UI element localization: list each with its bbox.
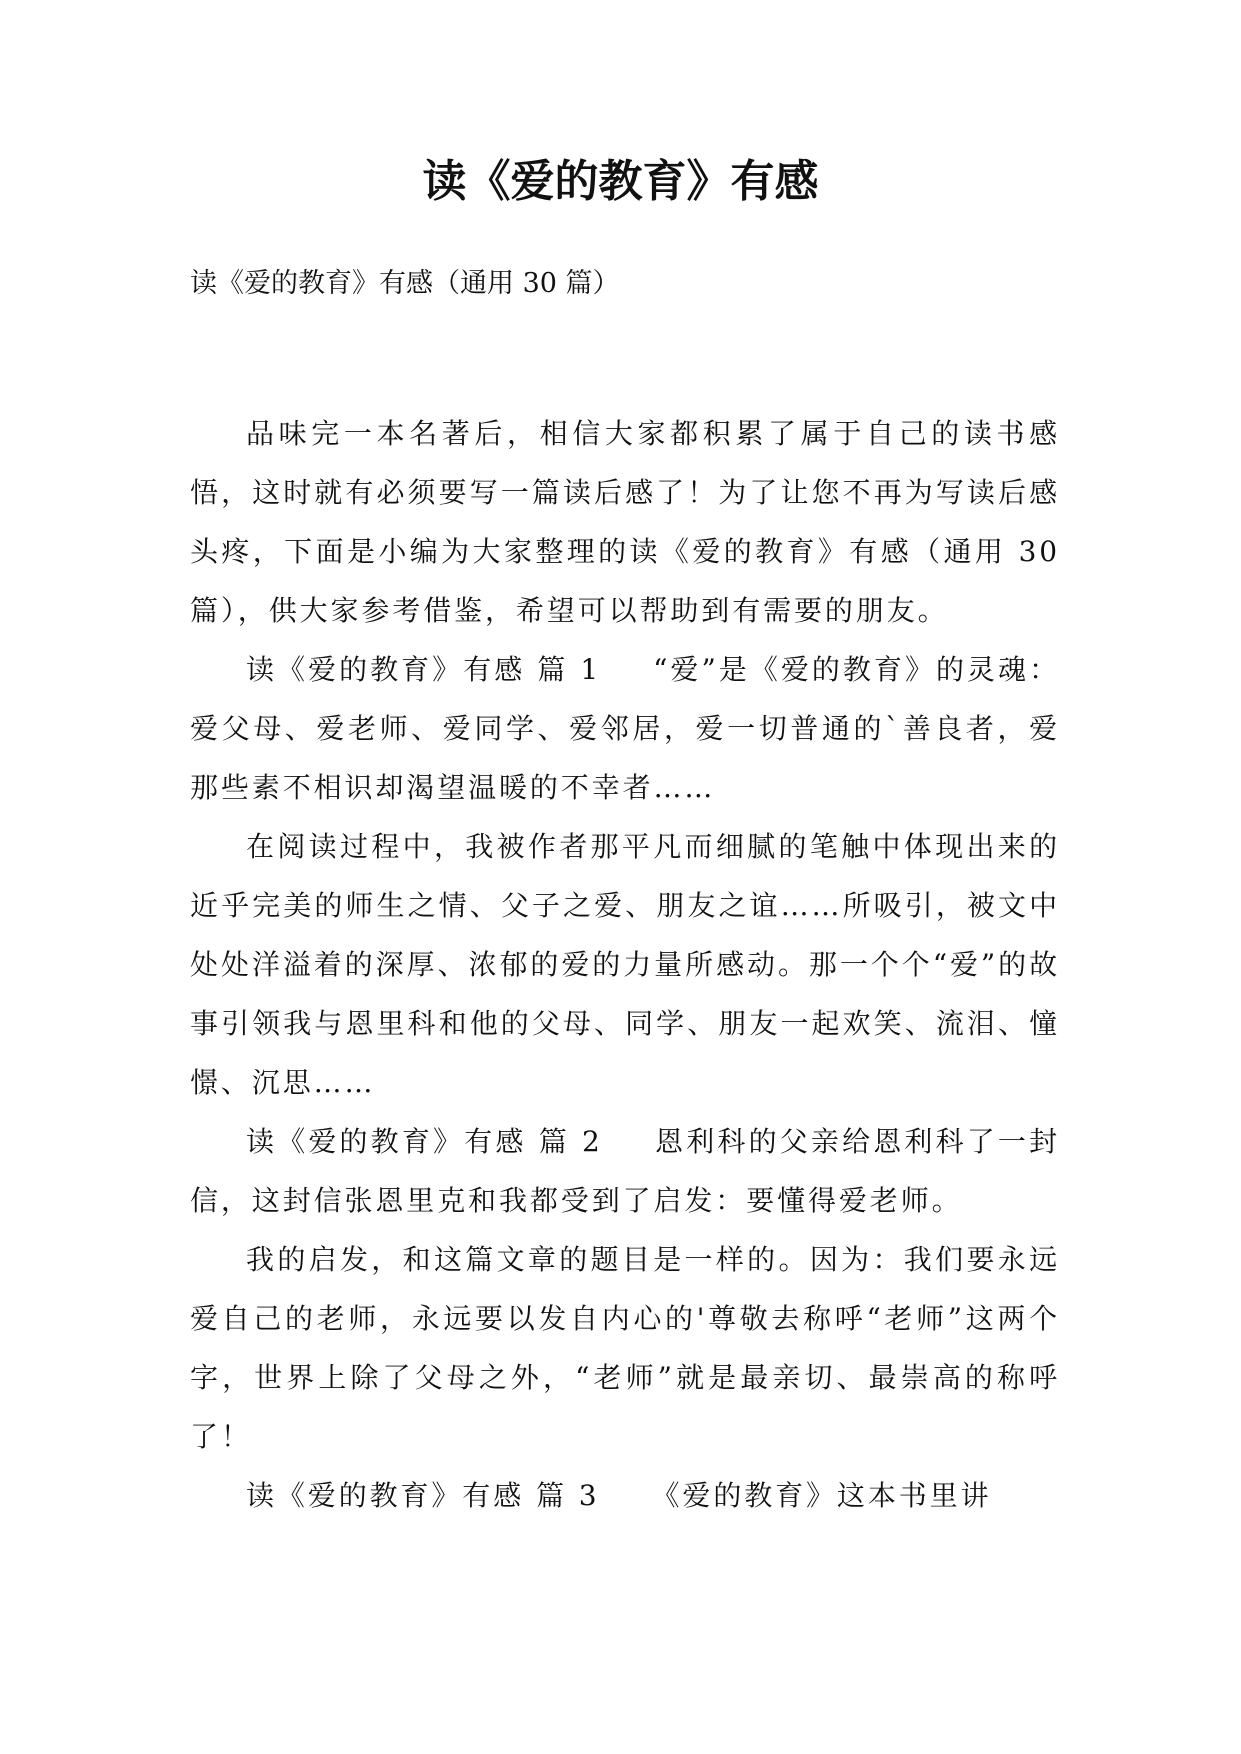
section-heading: 读《爱的教育》有感 <box>246 653 526 686</box>
body-paragraph <box>190 1230 1060 1466</box>
section-number: 篇 1 <box>537 653 602 686</box>
paragraph-text: 《爱的教育》这本书里讲 <box>651 1479 992 1512</box>
section-number: 篇 3 <box>536 1479 600 1512</box>
section-2-paragraph <box>190 1112 1060 1230</box>
section-1-paragraph <box>190 640 1060 817</box>
paragraph-text: 我的启发，和这篇文章的题目是一样的。因为：我们要永远爱自己的老师，永远要以发自内心的'尊敬去称呼“老师”这两个字，世界上除了父母之外，“老师”就是最亲切、最崇高的称呼了！ <box>190 1243 1060 1453</box>
body-paragraph <box>190 817 1060 1112</box>
paragraph-text: 品味完一本名著后，相信大家都积累了属于自己的读书感悟，这时就有必须要写一篇读后感了！为了让您不再为写读后感头疼，下面是小编为大家整理的读《爱的教育》有感（通用 30 篇），供大家参考借鉴，希望可以帮助到有需要的朋友。 <box>190 417 1060 627</box>
paragraph-text: 在阅读过程中，我被作者那平凡而细腻的笔触中体现出来的近乎完美的师生之情、父子之爱、朋友之谊……所吸引，被文中处处洋溢着的深厚、浓郁的爱的力量所感动。那一个个“爱”的故事引领我与恩里科和他的父母、同学、朋友一起欢笑、流泪、憧憬、沉思…… <box>190 830 1060 1099</box>
paragraph-text: “爱”是《爱的教育》的灵魂：爱父母、爱老师、爱同学、爱邻居，爱一切普通的`善良者，爱那些素不相识却渴望温暖的不幸者…… <box>190 653 1060 804</box>
section-heading: 读《爱的教育》有感 <box>246 1125 527 1158</box>
section-number: 篇 2 <box>538 1125 603 1158</box>
page-title: 读《爱的教育》有感 <box>422 156 819 207</box>
intro-paragraph <box>190 404 1060 640</box>
document-subtitle: 读《爱的教育》有感（通用 30 篇） <box>190 268 620 299</box>
paragraph-text: 恩利科的父亲给恩利科了一封信，这封信张恩里克和我都受到了启发：要懂得爱老师。 <box>190 1125 1061 1217</box>
section-3-paragraph <box>190 1466 1060 1525</box>
document-body <box>190 404 1060 1525</box>
section-heading: 读《爱的教育》有感 <box>246 1479 525 1512</box>
